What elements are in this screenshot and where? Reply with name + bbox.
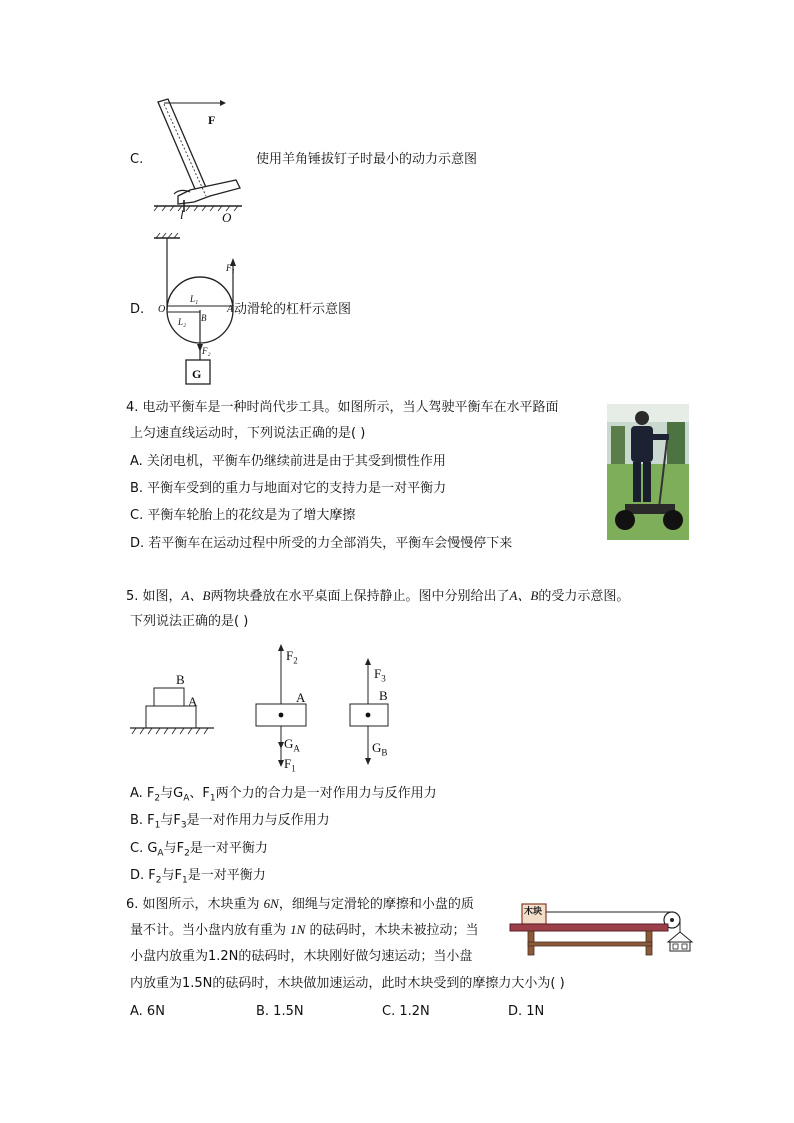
force-b-label: B [379, 688, 388, 703]
hammer-force-label: F [208, 113, 216, 127]
pulley-l1-label: L₁ [190, 294, 199, 304]
q4-stem-line2: 上匀速直线运动时，下列说法正确的是( ) [130, 426, 366, 441]
pulley-a-label: A [227, 304, 234, 315]
q4-option-d: D. 若平衡车在运动过程中所受的力全部消失，平衡车会慢慢停下来 [130, 536, 513, 551]
q5-option-d: D. $F_2$与$F_1$是一对平衡力 [130, 868, 266, 886]
block-label: 木块 [524, 907, 543, 917]
q5-option-c: C. $G_A$与$F_2$是一对平衡力 [130, 841, 268, 859]
blocks-a-label: A [188, 694, 198, 709]
q5-stem-line2: 下列说法正确的是( ) [130, 614, 249, 629]
force-f1-label: $F_1$ [284, 756, 296, 774]
q4-option-b: B. 平衡车受到的重力与地面对它的支持力是一对平衡力 [130, 481, 447, 496]
q5-option-b: B. $F_1$与$F_3$是一对作用力与反作用力 [130, 813, 330, 831]
pulley-l2-label: L₂ [178, 317, 187, 327]
q5-stem-line1: 5. 如图，A、B两物块叠放在水平桌面上保持静止。图中分别给出了A、B的受力示意图。 [126, 588, 630, 604]
stacked-blocks-figure [128, 684, 218, 744]
q4-stem-line1: 4. 电动平衡车是一种时尚代步工具。如图所示，当人驾驶平衡车在水平路面 [126, 400, 559, 415]
q6-stem-line4: 内放重为1.5N的砝码时，木块做加速运动，此时木块受到的摩擦力大小为( ) [130, 976, 565, 991]
item-d-caption: 动滑轮的杠杆示意图 [234, 302, 352, 317]
pulley-o-label: O [158, 304, 166, 315]
item-c-caption: 使用羊角锤拔钉子时最小的动力示意图 [256, 152, 478, 167]
force-f2-label: $F_2$ [286, 648, 298, 666]
force-diagram-a [254, 642, 310, 772]
pulley-f1-label: F₁ [226, 263, 235, 273]
hammer-pivot-label: O [222, 210, 232, 225]
force-ga-label: $G_A$ [284, 736, 300, 754]
blocks-b-label: B [176, 672, 185, 687]
force-f3-label: $F_3$ [374, 666, 386, 684]
q6-option-d: D. 1N [508, 1004, 545, 1019]
q4-option-c: C. 平衡车轮胎上的花纹是为了增大摩擦 [130, 508, 356, 523]
pulley-g-label: G [192, 367, 202, 381]
q6-option-b: B. 1.5N [256, 1004, 304, 1019]
q6-option-a: A. 6N [130, 1004, 165, 1019]
balance-scooter-photo [607, 404, 689, 540]
q6-stem-line2: 量不计。当小盘内放有重为 1N 的砝码时，木块未被拉动；当 [130, 922, 479, 938]
q6-option-c: C. 1.2N [382, 1004, 430, 1019]
q4-option-a: A. 关闭电机，平衡车仍继续前进是由于其受到惯性作用 [130, 454, 446, 469]
hammer-figure [150, 96, 250, 228]
item-c-letter: C. [130, 152, 144, 167]
pulley-b-label: B [201, 313, 207, 323]
pulley-f2-label: F₂ [202, 346, 211, 356]
item-d-letter: D. [130, 302, 145, 317]
q5-option-a: A. $F_2$与$G_A$、$F_1$两个力的合力是一对作用力与反作用力 [130, 786, 437, 804]
q6-stem-line3: 小盘内放重为1.2N的砝码时，木块刚好做匀速运动；当小盘 [130, 949, 473, 964]
force-gb-label: $G_B$ [372, 740, 388, 758]
force-a-label: A [296, 690, 306, 705]
hammer-arm-label: l [180, 207, 184, 222]
q6-stem-line1: 6. 如图所示，木块重为 6N，细绳与定滑轮的摩擦和小盘的质 [126, 896, 474, 912]
